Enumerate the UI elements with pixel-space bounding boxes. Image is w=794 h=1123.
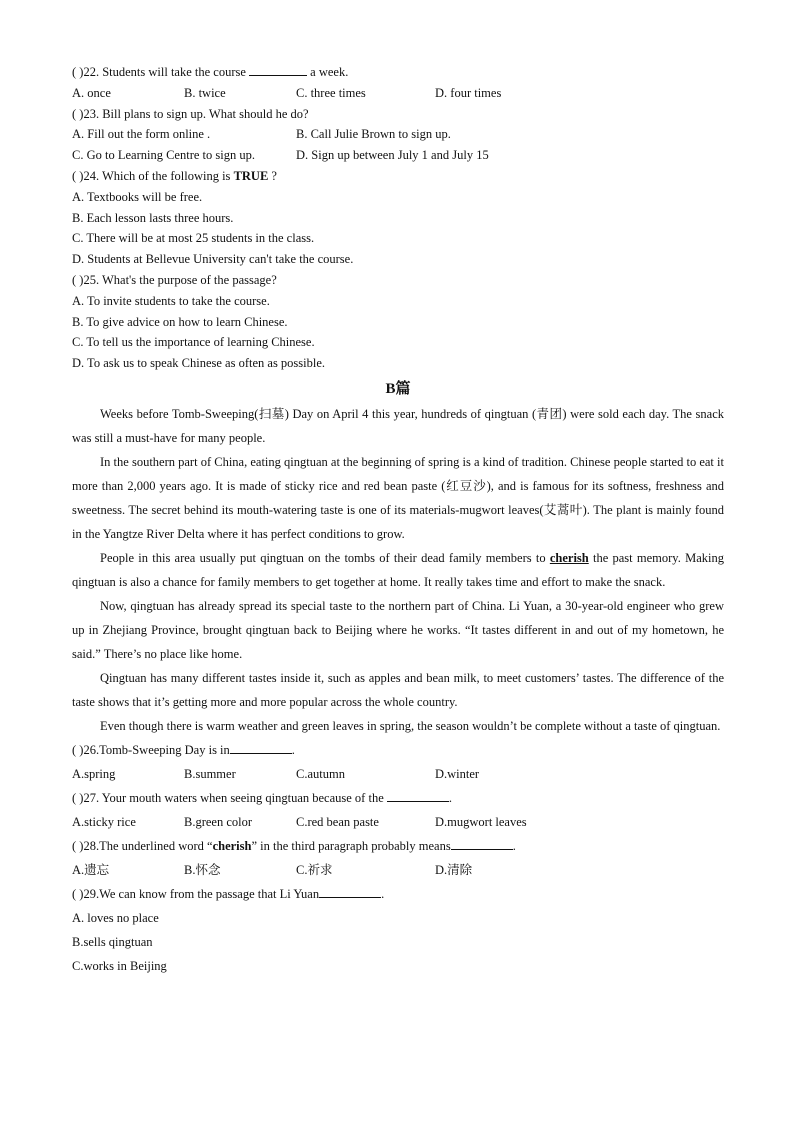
question-27-stem <box>72 786 724 810</box>
q24-stem-tail: ? <box>268 168 277 183</box>
q26-stem-tail: . <box>291 742 295 757</box>
option-b: B. Call Julie Brown to sign up. <box>296 127 451 142</box>
option-c: C. To tell us the importance of learning Chinese. <box>72 335 315 350</box>
option-b: B.green color <box>184 814 253 829</box>
question-28-options <box>72 858 724 882</box>
question-22-stem <box>72 62 724 83</box>
question-23-stem: ( )23. Bill plans to sign up. What should he do? <box>72 106 309 121</box>
answer-blank <box>451 836 513 850</box>
option-c: C.祈求 <box>296 862 333 877</box>
option-b: B. Each lesson lasts three hours. <box>72 210 234 225</box>
section-b-title: B篇 <box>385 380 411 397</box>
q28-stem-text: ( )28.The underlined word “ <box>72 838 213 853</box>
option-c: C. Go to Learning Centre to sign up. <box>72 148 255 163</box>
q26-stem-text: ( )26.Tomb-Sweeping Day is in <box>72 742 230 757</box>
option-a: A. Fill out the form online . <box>72 127 211 142</box>
question-28-stem <box>72 834 724 858</box>
answer-blank <box>249 62 307 76</box>
option-a: A.sticky rice <box>72 814 136 829</box>
answer-blank <box>319 884 381 898</box>
question-23-options-cd <box>72 145 724 166</box>
q22-stem-text: ( )22. Students will take the course <box>72 65 250 79</box>
question-26-options <box>72 762 724 786</box>
option-c: C.red bean paste <box>296 814 379 829</box>
question-23-options-ab <box>72 124 724 145</box>
q28-stem-mid: ” in the third paragraph probably means <box>251 838 451 853</box>
option-b: B.summer <box>184 766 236 781</box>
passage-paragraph-4: Now, qingtuan has already spread its special taste to the northern part of China. Li Yuan, a 30-year-old engineer who grew up in Zhejiang Province, brought qingtuan back to Beijing where he works. “It tastes different in and out of my hometown, he said.” There’s no place like home. <box>72 598 724 661</box>
answer-blank <box>230 740 292 754</box>
q27-stem-tail: . <box>448 790 452 805</box>
p3-text: People in this area usually put qingtuan on the tombs of their dead family members to <box>100 550 550 565</box>
q29-stem-text: ( )29.We can know from the passage that Li Yuan <box>72 886 320 901</box>
option-b: B. To give advice on how to learn Chinese. <box>72 314 288 329</box>
option-d: D.winter <box>435 766 480 781</box>
option-d: D. Students at Bellevue University can't take the course. <box>72 252 354 267</box>
option-a: A. loves no place <box>72 910 159 925</box>
option-c: C. There will be at most 25 students in the class. <box>72 231 315 246</box>
option-b: B. twice <box>184 85 226 100</box>
q28-stem-bold: cherish <box>212 838 252 853</box>
passage-paragraph-3 <box>72 546 724 594</box>
q27-stem-text: ( )27. Your mouth waters when seeing qingtuan because of the <box>72 790 387 805</box>
passage-paragraph-2: In the southern part of China, eating qingtuan at the beginning of spring is a kind of tradition. Chinese people started to eat it more than 2,000 years ago. It is made of sticky rice and red bean paste (红豆沙), and is famous for its softness, freshness and sweetness. The secret behind its mouth-watering taste is one of its materials-mugwort leaves(艾蒿叶). The plant is mainly found in the Yangtze River Delta where it has perfect conditions to grow. <box>72 454 724 541</box>
answer-blank <box>387 788 449 802</box>
question-25-stem: ( )25. What's the purpose of the passage? <box>72 272 277 287</box>
option-c: C.works in Beijing <box>72 958 167 973</box>
option-d: D. To ask us to speak Chinese as often as possible. <box>72 356 326 371</box>
option-a: A.遗忘 <box>72 862 110 877</box>
q22-stem-tail: a week. <box>307 65 349 79</box>
option-d: D.mugwort leaves <box>435 814 527 829</box>
passage-paragraph-6: Even though there is warm weather and green leaves in spring, the season wouldn’t be complete without a taste of qingtuan. <box>100 718 721 733</box>
option-a: A. once <box>72 85 111 100</box>
option-b: B.sells qingtuan <box>72 934 153 949</box>
underlined-word-cherish: cherish <box>549 550 589 565</box>
option-d: D. four times <box>435 85 502 100</box>
q28-stem-tail: . <box>512 838 516 853</box>
option-c: C.autumn <box>296 766 345 781</box>
q24-stem-bold: TRUE <box>233 168 269 183</box>
question-29-stem <box>72 882 724 906</box>
option-c: C. three times <box>296 85 366 100</box>
option-b: B.怀念 <box>184 862 221 877</box>
q29-stem-tail: . <box>381 886 385 901</box>
passage-paragraph-1: Weeks before Tomb-Sweeping(扫墓) Day on April 4 this year, hundreds of qingtuan (青团) were sold each day. The snack was still a must-have for many people. <box>72 406 724 445</box>
p3-text-tail: the past memory. Making qingtuan is also a chance for family members to get together at home. It really takes time and effort to make the snack. <box>72 550 724 589</box>
question-24-stem <box>72 166 724 187</box>
option-a: A.spring <box>72 766 116 781</box>
question-27-options <box>72 810 724 834</box>
option-d: D.清除 <box>435 862 473 877</box>
passage-paragraph-5: Qingtuan has many different tastes inside it, such as apples and bean milk, to meet customers’ tastes. The difference of the taste shows that it’s getting more and more popular across the whole country. <box>72 670 724 709</box>
exam-page <box>72 62 724 978</box>
q24-stem-text: ( )24. Which of the following is <box>72 168 234 183</box>
option-a: A. Textbooks will be free. <box>72 189 203 204</box>
question-26-stem <box>72 738 724 762</box>
option-a: A. To invite students to take the course. <box>72 293 270 308</box>
option-d: D. Sign up between July 1 and July 15 <box>296 148 489 163</box>
question-22-options <box>72 83 724 104</box>
